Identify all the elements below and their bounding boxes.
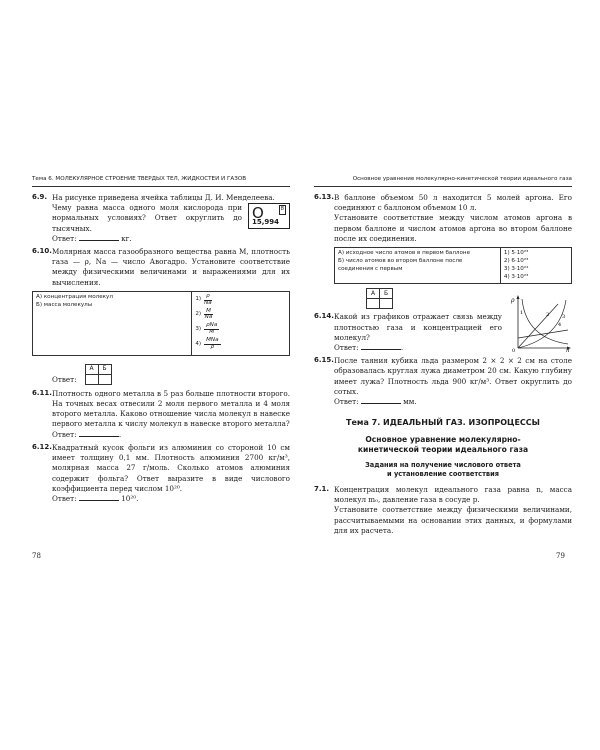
left-page (32, 176, 290, 507)
answer-blank[interactable] (361, 397, 401, 404)
topic-heading: Тема 7. ИДЕАЛЬНЫЙ ГАЗ. ИЗОПРОЦЕССЫ (346, 418, 540, 428)
answer-label: Ответ: (52, 493, 77, 503)
y-axis-label: ρ (511, 297, 515, 305)
x-axis-label: n (566, 348, 570, 353)
section-heading: Основное уравнение молекулярно-кинетической теории идеального газа (357, 434, 529, 454)
problem-number: 6.13. (314, 192, 334, 201)
answer-cell-a[interactable] (367, 299, 380, 309)
answer-label: Ответ: (52, 233, 77, 243)
origin-label: 0 (512, 348, 516, 353)
answer-cell-b[interactable] (380, 299, 393, 309)
answer-grid: А Б (366, 288, 393, 309)
formula-option-4: 4) $\frac{\text{MNа}}{\rho}$ (195, 337, 219, 350)
problem-6-15 (314, 356, 572, 407)
page-number-right: 79 (556, 552, 565, 560)
answer-label: Ответ: (52, 429, 77, 439)
answer-label: Ответ: (52, 374, 77, 384)
problem-number: 6.9. (32, 192, 48, 201)
answer-blank[interactable] (79, 494, 119, 501)
curve-4 (518, 330, 568, 338)
formula-option-3: 3) $\frac{\text{ρNа}}{M}$ (195, 322, 218, 336)
periodic-table-cell (248, 203, 290, 229)
answer-unit: 10²⁰. (121, 493, 139, 503)
problem-7-1 (314, 485, 572, 536)
value-option-2: 2) 6·10²³ (503, 257, 529, 264)
problem-text-intro: На рисунке приведена ячейка таблицы Д. И. Менделеева. (52, 192, 275, 202)
answer-cell-a[interactable] (85, 374, 98, 384)
formula-option-1: 1) $\frac{\rho}{Nа}$ (195, 292, 212, 306)
answer-blank[interactable] (79, 430, 119, 437)
answer-unit: кг. (121, 233, 132, 243)
problem-6-12 (32, 443, 290, 504)
problem-6-14: 6.14. Какой из графиков отражает связь между плотностью газа и концентрацией его молекул? Ответ: . ρ n 0 1 2 3 4 (314, 312, 572, 353)
value-option-4: 4) 3·10²³ (503, 273, 529, 280)
quantity-a: А) концентрация молекул (36, 293, 113, 300)
problem-6-10 (32, 247, 290, 288)
right-page (314, 176, 572, 539)
problem-number: 7.1. (314, 484, 330, 493)
problem-text: Чему равна масса одного моля кислорода при нормальных условиях? Ответ округлить до тысячных. (52, 203, 242, 233)
problem-number: 6.15. (314, 356, 334, 365)
matching-table (334, 247, 572, 284)
answer-blank[interactable] (79, 234, 119, 241)
problem-text: В баллоне объемом 50 л находится 5 молей аргона. Его соединяют с баллоном объемом 10 л. (334, 192, 572, 213)
answer-cell-b[interactable] (98, 374, 111, 384)
curve-label-1: 1 (520, 310, 524, 317)
element-symbol: O (252, 204, 264, 223)
answer-label: Ответ: (334, 397, 359, 407)
value-option-3: 3) 3·10²⁴ (503, 265, 529, 272)
answer-label: Ответ: (334, 343, 359, 352)
problem-text: После таяния кубика льда размером 2 × 2 × 2 см на столе образовалась круглая лужа диаметром 20 см. Какую глубину имеет лужа? Плотность льда 900 кг/м³. Ответ округлить до сотых. (334, 356, 572, 396)
problem-number: 6.12. (32, 442, 52, 451)
value-option-1: 1) 5·10²³ (503, 250, 529, 257)
problem-number: 6.10. (32, 247, 52, 256)
element-number: 8 (279, 205, 287, 215)
quantity-b: Б) число атомов во втором баллоне после соединения с первым (338, 257, 463, 272)
problem-6-11: 6.11. Плотность одного металла в 5 раз больше плотности второго. На точных весах отвесили 2 моля первого металла и 4 моля второго металла. Каково отношение числа молекул в навеске первого металла к числу молекул в навеске второго металла? Ответ: . (32, 388, 290, 439)
answer-blank[interactable] (361, 343, 401, 350)
running-header: Основное уравнение молекулярно-кинетической теории идеального газа (314, 176, 572, 187)
subsection-heading: Задания на получение числового ответа и установление соответствия (365, 461, 521, 479)
quantity-a: А) исходное число атомов в первом баллоне (338, 250, 471, 257)
problem-6-9 (32, 193, 290, 244)
problem-text: Молярная масса газообразного вещества равна M, плотность газа — ρ, Nа — число Авогадро. Установите соответствие между физическими величинами и выражениями для их вычисления. (52, 247, 290, 287)
problem-text-2: Установите соответствие между числом атомов аргона в первом баллоне и числом атомов аргона во втором баллоне после их соединения. (334, 213, 572, 243)
problem-6-13 (314, 193, 572, 309)
formula-option-2: 2) $\frac{M}{Nа}$ (195, 307, 213, 321)
curve-label-3: 3 (562, 314, 566, 321)
problem-number: 6.14. (314, 312, 334, 321)
matching-table (32, 291, 290, 356)
answer-grid: А Б (85, 364, 112, 385)
density-concentration-graph (510, 294, 572, 352)
curve-label-2: 2 (546, 312, 550, 319)
quantity-b: Б) масса молекулы (36, 301, 93, 308)
answer-unit: мм. (403, 397, 417, 407)
element-mass: 15,994 (252, 218, 280, 227)
page-number-left: 78 (32, 552, 41, 560)
problem-text: Квадратный кусок фольги из алюминия со стороной 10 см имеет толщину 0,1 мм. Плотность алюминия 2700 кг/м³, молярная масса 27 г/моль. Сколько атомов алюминия содержит фольга? Ответ выразите в виде числового коэффициента перед числом 10²⁰. (52, 442, 290, 493)
running-header: Тема 6. МОЛЕКУЛЯРНОЕ СТРОЕНИЕ ТВЕРДЫХ ТЕЛ, ЖИДКОСТЕЙ И ГАЗОВ (32, 176, 290, 187)
curve-label-4: 4 (558, 322, 562, 329)
problem-text: Концентрация молекул идеального газа равна n, масса молекул m₀, давление газа в сосуде p. (334, 484, 572, 505)
problem-text: Плотность одного металла в 5 раз больше плотности второго. На точных весах отвесили 2 моля первого металла и 4 моля второго металла. Каково отношение числа молекул в навеске первого металла к числу молекул в навеске второго металла? (52, 388, 290, 429)
problem-text: Какой из графиков отражает связь между плотностью газа и концентрацией его молекул? (334, 312, 502, 342)
problem-number: 6.11. (32, 388, 52, 397)
problem-text-2: Установите соответствие между физическими величинами, рассчитываемыми на основании этих данных, и формулами для их расчета. (334, 505, 572, 535)
y-axis-arrow (517, 295, 520, 299)
